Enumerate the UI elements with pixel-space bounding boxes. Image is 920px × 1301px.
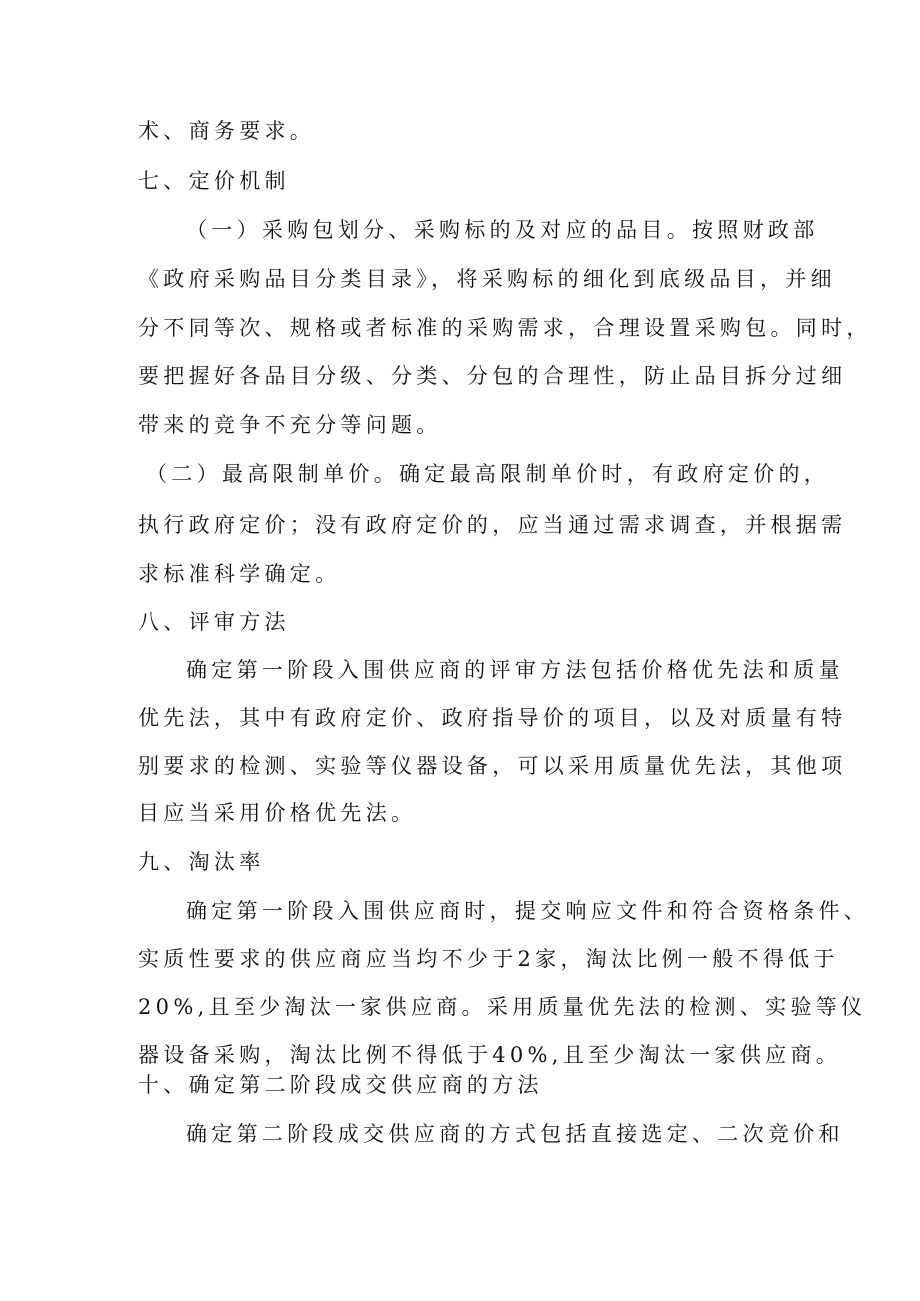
text-line: 执行政府定价；没有政府定价的，应当通过需求调查，并根据需 <box>138 513 847 537</box>
text-line: 求标准科学确定。 <box>138 562 341 586</box>
paragraph-start: 确定第二阶段成交供应商的方式包括直接选定、二次竞价和 <box>186 1122 844 1146</box>
section-heading: 七、定价机制 <box>138 169 290 193</box>
section-heading: 八、评审方法 <box>138 610 290 634</box>
text-line: 分不同等次、规格或者标准的采购需求，合理设置采购包。同时， <box>138 316 872 340</box>
text-line: 要把握好各品目分级、分类、分包的合理性，防止品目拆分过细 <box>138 364 847 388</box>
paragraph-start: 确定第一阶段入围供应商的评审方法包括价格优先法和质量 <box>186 658 844 682</box>
section-heading: 九、淘汰率 <box>138 850 265 874</box>
text-line: 带来的竞争不充分等问题。 <box>138 413 442 437</box>
section-heading: 十、确定第二阶段成交供应商的方法 <box>138 1073 543 1097</box>
paragraph-start: 确定第一阶段入围供应商时，提交响应文件和符合资格条件、 <box>186 899 870 923</box>
text-line: 目应当采用价格优先法。 <box>138 801 417 825</box>
text-line: 实质性要求的供应商应当均不少于2家，淘汰比例一般不得低于 <box>138 947 839 971</box>
text-line: 20%,且至少淘汰一家供应商。采用质量优先法的检测、实验等仪 <box>138 995 867 1019</box>
paragraph-start: （一）采购包划分、采购标的及对应的品目。按照财政部 <box>186 218 819 242</box>
text-line: 器设备采购，淘汰比例不得低于40%,且至少淘汰一家供应商。 <box>138 1043 842 1067</box>
text-line: 优先法，其中有政府定价、政府指导价的项目，以及对质量有特 <box>138 706 847 730</box>
text-line: 别要求的检测、实验等仪器设备，可以采用质量优先法，其他项 <box>138 754 847 778</box>
paragraph-start: （二）最高限制单价。确定最高限制单价时，有政府定价的， <box>146 462 830 486</box>
text-line: 术、商务要求。 <box>138 119 316 143</box>
text-line: 《政府采购品目分类目录》，将采购标的细化到底级品目，并细 <box>138 267 836 291</box>
